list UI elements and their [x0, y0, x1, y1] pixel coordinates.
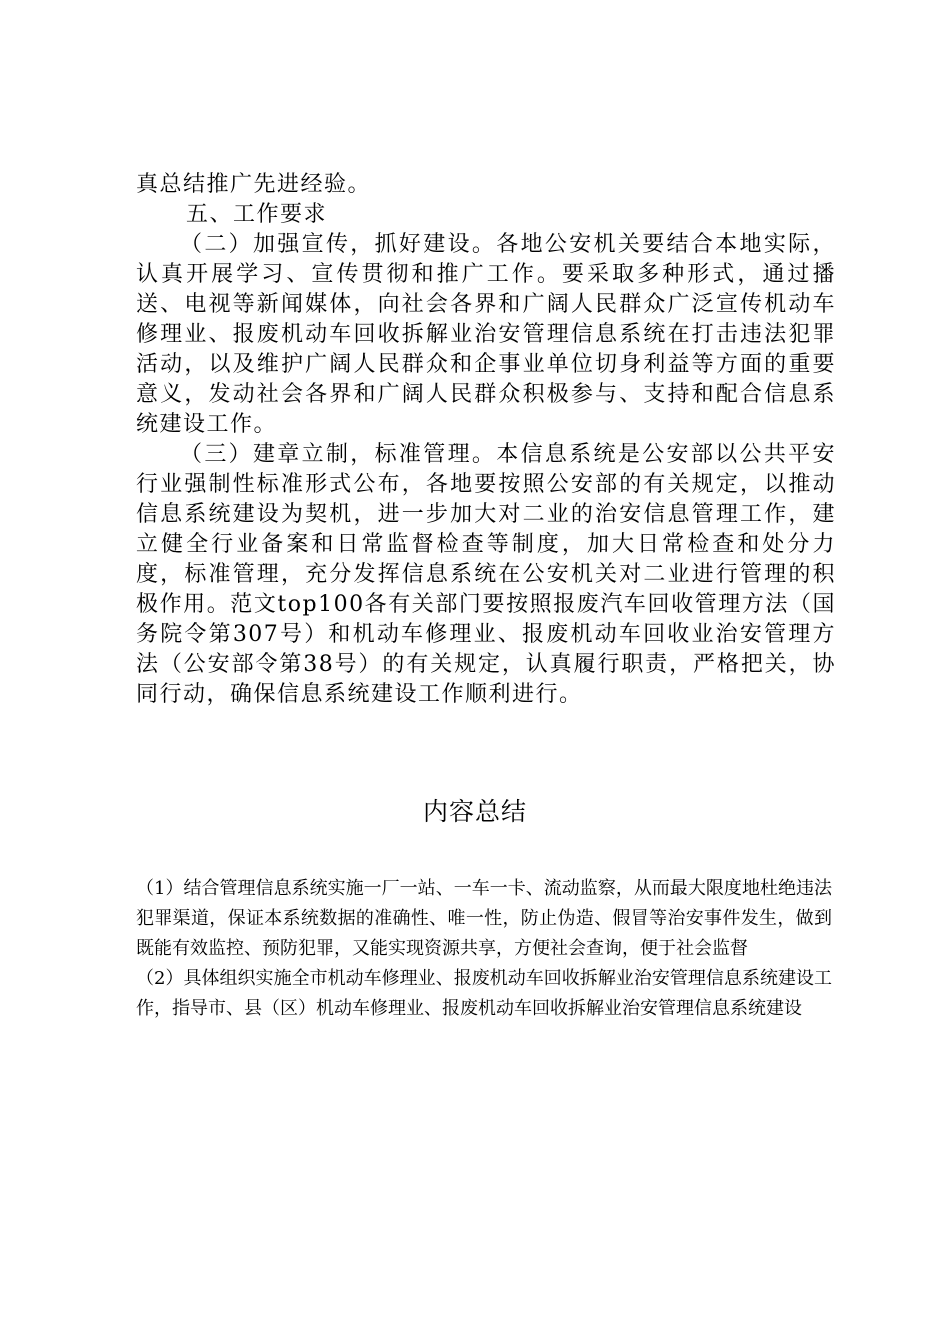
document-body	[136, 170, 836, 710]
paragraph-publicity: （二）加强宣传，抓好建设。各地公安机关要结合本地实际，认真开展学习、宣传贯彻和推广工作。要采取多种形式，通过播送、电视等新闻媒体，向社会各界和广阔人民群众广泛宣传机动车修理业、报废机动车回收拆解业治安管理信息系统在打击违法犯罪活动，以及维护广阔人民群众和企事业单位切身利益等方面的重要意义，发动社会各界和广阔人民群众积极参与、支持和配合信息系统建设工作。	[136, 232, 836, 437]
summary-item: （1）结合管理信息系统实施一厂一站、一车一卡、流动监察，从而最大限度地杜绝违法犯罪渠道，保证本系统数据的准确性、唯一性，防止伪造、假冒等治安事件发生，做到既能有效监控、预防犯罪，又能实现资源共享，方便社会查询，便于社会监督	[136, 878, 832, 959]
paragraph-continuation: 真总结推广先进经验。	[136, 172, 372, 197]
summary-title: 内容总结	[422, 797, 527, 826]
section-heading: 五、工作要求	[186, 202, 328, 227]
summary-section	[136, 874, 832, 1024]
paragraph-regulation: （三）建章立制，标准管理。本信息系统是公安部以公共平安行业强制性标准形式公布，各地要按照公安部的有关规定，以推动信息系统建设为契机，进一步加大对二业的治安信息管理工作，建立健全行业备案和日常监督检查等制度，加大日常检查和处分力度，标准管理，充分发挥信息系统在公安机关对二业进行管理的积极作用。范文top100各有关部门要按照报废汽车回收管理方法（国务院令第307号）和机动车修理业、报废机动车回收业治安管理方法（公安部令第38号）的有关规定，认真履行职责，严格把关，协同行动，确保信息系统建设工作顺利进行。	[136, 442, 836, 707]
summary-item: （2）具体组织实施全市机动车修理业、报废机动车回收拆解业治安管理信息系统建设工作，指导市、县（区）机动车修理业、报废机动车回收拆解业治安管理信息系统建设	[136, 968, 832, 1019]
